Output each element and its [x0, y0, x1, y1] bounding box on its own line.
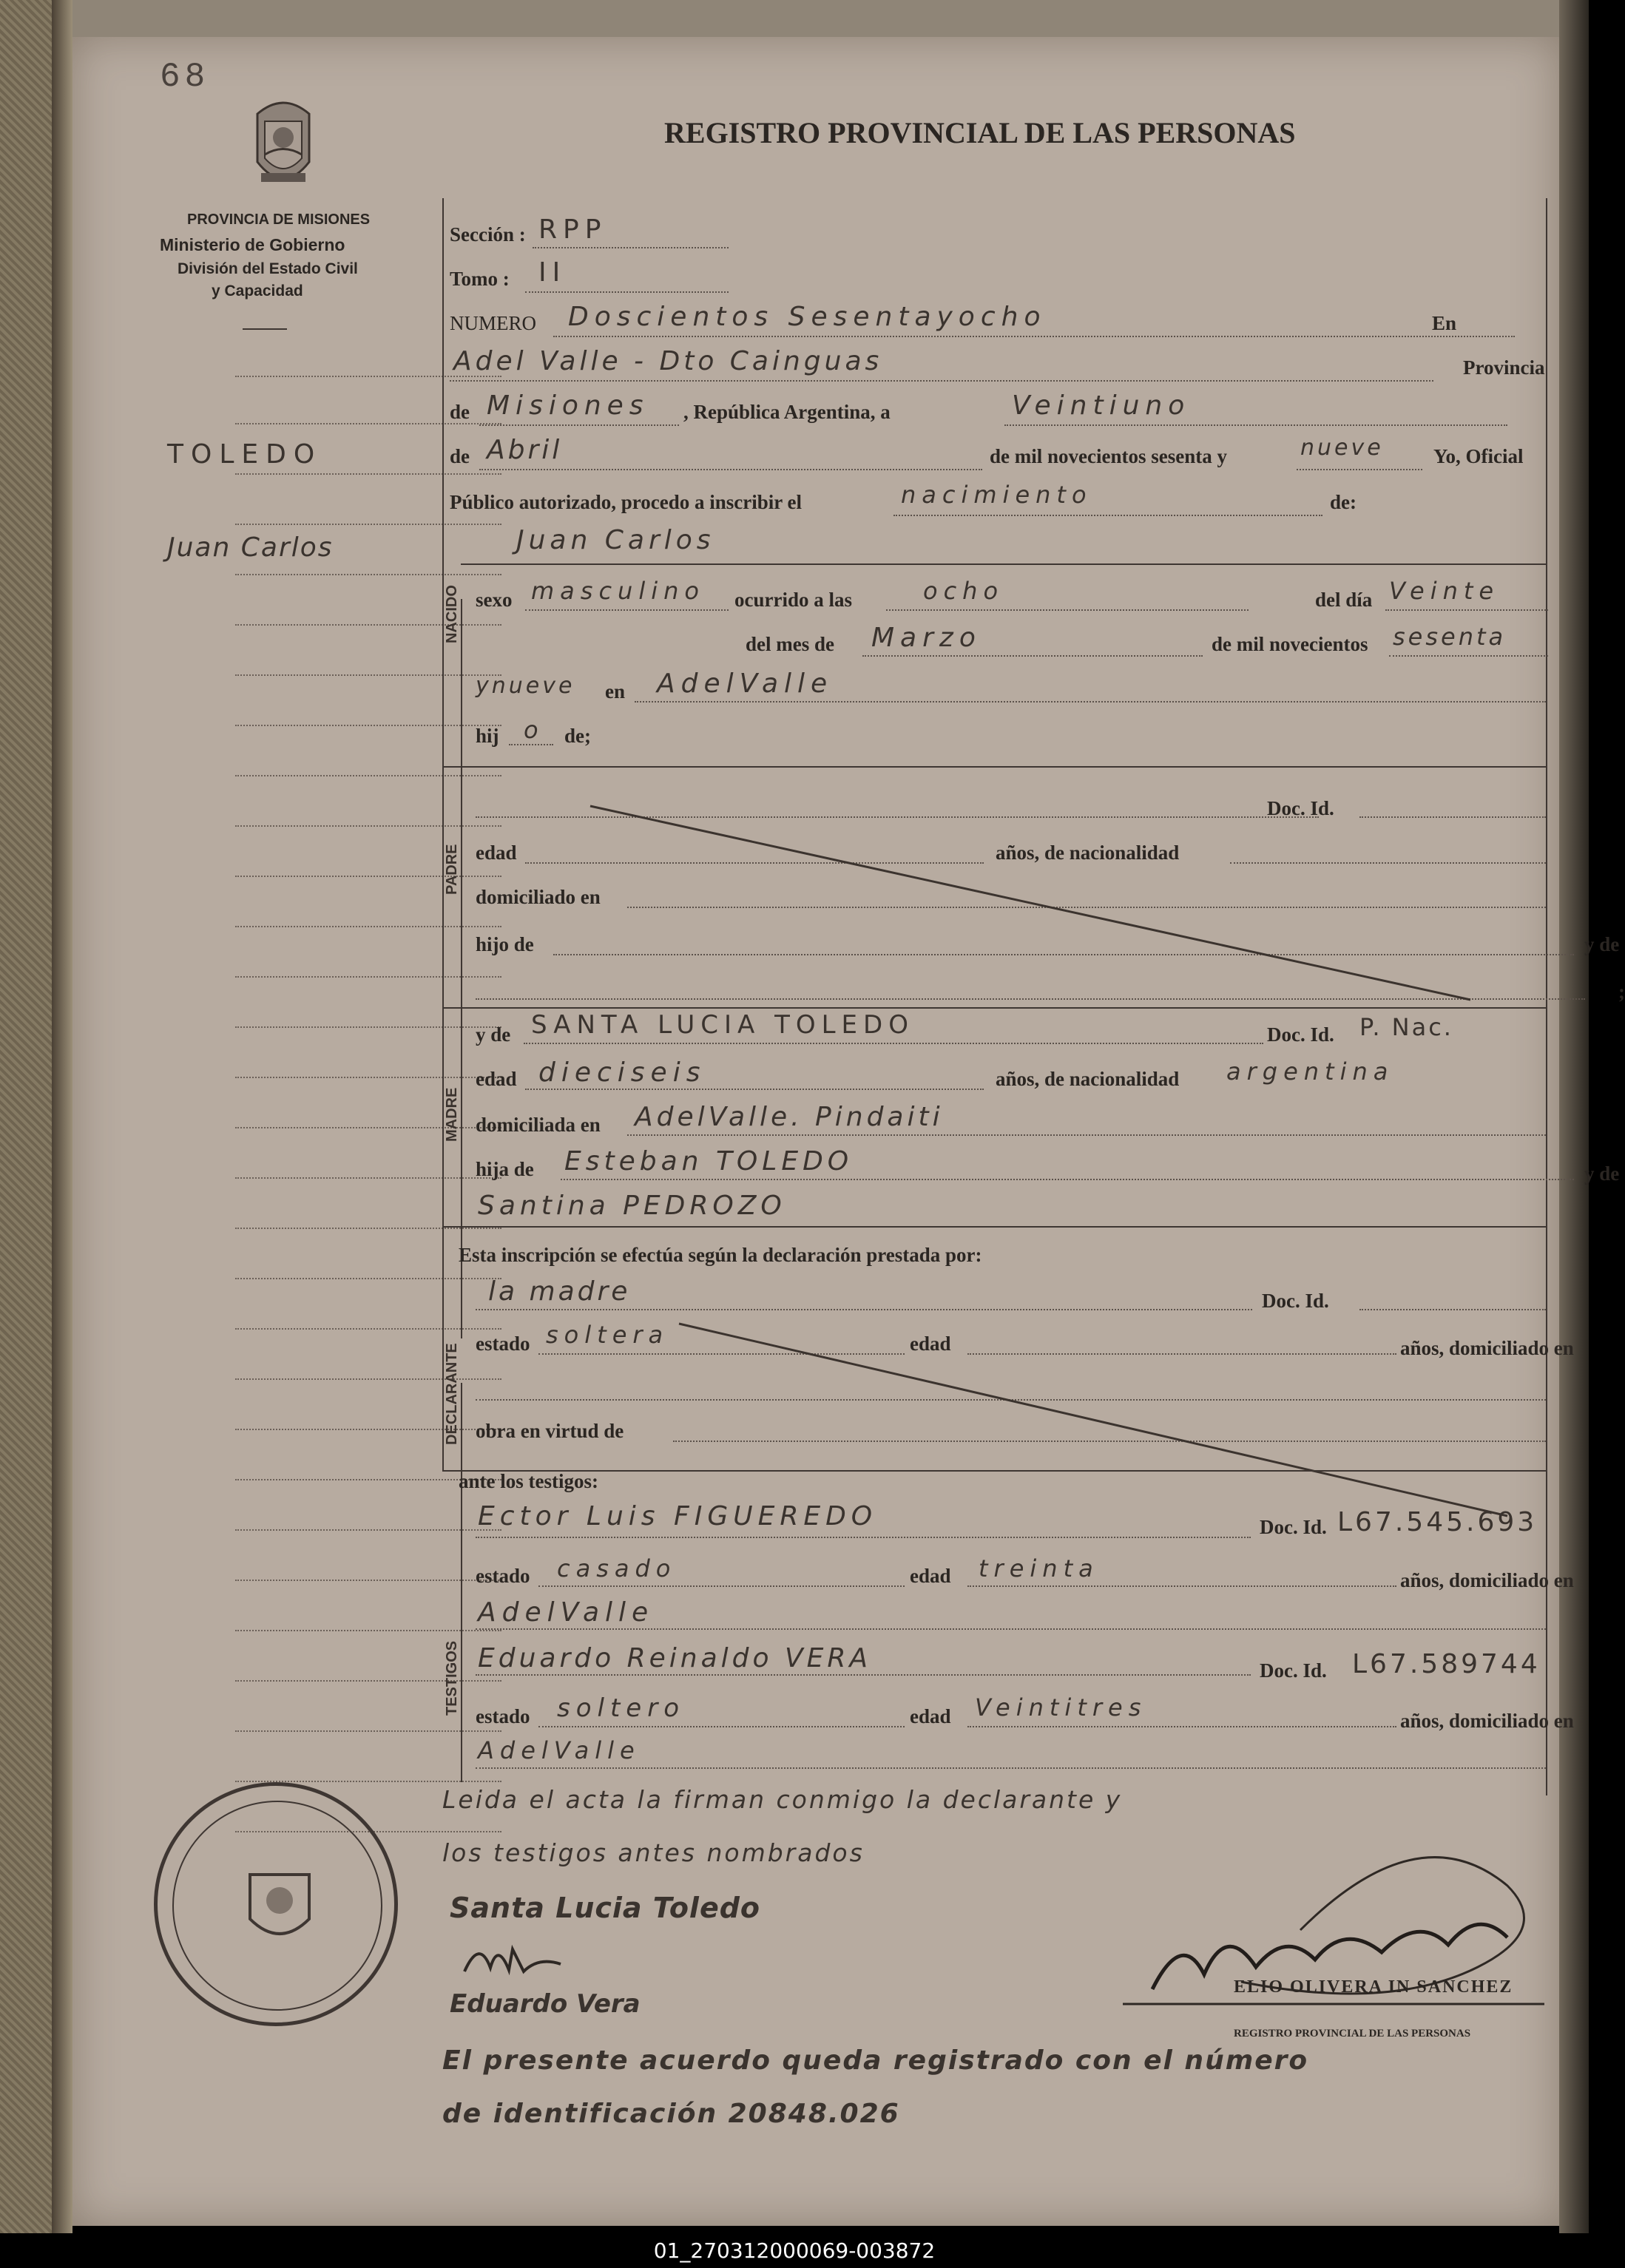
- side-label-declarante: DECLARANTE: [444, 1343, 460, 1445]
- padre-strike-line: [590, 806, 1478, 1006]
- testigo1-anos-label: años, domiciliado en: [1400, 1569, 1574, 1591]
- padre-semicolon: ;: [1618, 981, 1625, 1003]
- madre-dom-value: AdelValle. Pindaiti: [635, 1102, 944, 1132]
- declarante-anos-label: años, domiciliado en: [1400, 1337, 1574, 1359]
- signature-declarante: Santa Lucia Toledo: [450, 1892, 761, 1924]
- padre-dom-label: domiciliado en: [476, 886, 601, 908]
- de-label-2: de: [450, 445, 470, 467]
- acto-value: nacimiento: [901, 481, 1092, 509]
- padre-edad-label: edad: [476, 842, 517, 864]
- fecha-dia-value: Veintiuno: [1012, 390, 1191, 421]
- testigo2-value: Eduardo Reinaldo VERA: [478, 1643, 871, 1673]
- signature-testigo-2: Eduardo Vera: [450, 1989, 641, 2019]
- testigo2-dom-value: AdelValle: [478, 1736, 641, 1764]
- anio-value: nueve: [1300, 435, 1384, 461]
- en-label: En: [1432, 312, 1457, 334]
- ocurrido-label: ocurrido a las: [734, 589, 852, 611]
- del-mes-label: del mes de: [746, 633, 834, 655]
- provincia-label: Provincia: [1463, 356, 1545, 379]
- madre-dom-label: domiciliada en: [476, 1114, 601, 1136]
- ministry-label: Ministerio de Gobierno: [160, 235, 345, 254]
- sexo-label: sexo: [476, 589, 513, 611]
- anio-nac-1-value: sesenta: [1393, 623, 1507, 651]
- tomo-label: Tomo :: [450, 268, 510, 290]
- testigo2-estado-value: soltero: [557, 1693, 685, 1723]
- padre-hijo-label: hijo de: [476, 933, 534, 955]
- testigo2-edad-label: edad: [910, 1705, 951, 1727]
- madre-nombre-value: SANTA LUCIA TOLEDO: [531, 1010, 914, 1040]
- numero-value: Doscientos Sesentayocho: [568, 302, 1047, 332]
- madre-anos-label: años, de nacionalidad: [996, 1068, 1180, 1090]
- declarante-doc-label: Doc. Id.: [1262, 1290, 1329, 1312]
- registry-seal: [154, 1782, 398, 2026]
- page-top-edge: [72, 0, 1559, 38]
- page-number: 68: [160, 58, 210, 96]
- madre-nac-value: argentina: [1226, 1057, 1394, 1086]
- seccion-label: Sección :: [450, 223, 526, 246]
- side-label-testigos: TESTIGOS: [444, 1640, 460, 1716]
- testigo1-estado-value: casado: [557, 1554, 677, 1582]
- madre-doc-label: Doc. Id.: [1267, 1023, 1334, 1046]
- testigo1-doc-value: L67.545.693: [1337, 1507, 1538, 1537]
- lugar-nac-value: AdelValle: [657, 668, 834, 699]
- padre-y-de-label: y de: [1584, 933, 1620, 955]
- declarante-estado-value: soltera: [546, 1321, 669, 1349]
- lugar-value: Adel Valle - Dto Cainguas: [453, 346, 883, 376]
- book-gutter: [52, 0, 72, 2233]
- official-name: ELIO OLIVERA IN SANCHEZ: [1234, 1977, 1513, 1997]
- book-binding: [0, 0, 52, 2233]
- declarante-value: la madre: [488, 1276, 631, 1307]
- testigo2-doc-label: Doc. Id.: [1260, 1659, 1327, 1682]
- madre-doc-value: P. Nac.: [1359, 1013, 1453, 1041]
- en-lower-label: en: [605, 680, 625, 703]
- provincia-value: Misiones: [487, 390, 649, 421]
- declarante-edad-label: edad: [910, 1333, 951, 1355]
- testigo2-edad-value: Veintitres: [975, 1693, 1147, 1722]
- testigo2-doc-value: L67.589744: [1352, 1649, 1541, 1679]
- declarante-estado-label: estado: [476, 1333, 530, 1355]
- padre-doc-label: Doc. Id.: [1267, 797, 1334, 819]
- testigo2-anos-label: años, domiciliado en: [1400, 1710, 1574, 1732]
- division-label-1: División del Estado Civil: [178, 260, 358, 277]
- coat-of-arms-icon: [243, 92, 324, 195]
- de-colon-label: de:: [1330, 491, 1357, 513]
- seal-emblem-icon: [235, 1860, 324, 1949]
- testigo1-edad-label: edad: [910, 1565, 951, 1587]
- numero-label: NUMERO: [450, 312, 537, 334]
- testigo1-edad-value: treinta: [979, 1554, 1099, 1582]
- madre-y-de-label: y de: [476, 1023, 511, 1046]
- hij-suffix-value: o: [524, 716, 544, 744]
- publico-label: Público autorizado, procedo a inscribir el: [450, 491, 802, 513]
- note-line-1: El presente acuerdo queda registrado con el número: [442, 2045, 1309, 2076]
- declarante-strike-line: [679, 1324, 1530, 1523]
- republica-label: , República Argentina, a: [683, 401, 891, 423]
- province-label: PROVINCIA DE MISIONES: [187, 211, 371, 228]
- madre-hija-label: hija de: [476, 1158, 534, 1180]
- dia-value: Veinte: [1389, 577, 1500, 605]
- esta-inscripcion-label: Esta inscripción se efectúa según la declaración prestada por:: [459, 1244, 982, 1266]
- obra-label: obra en virtud de: [476, 1420, 624, 1442]
- testigo2-estado-label: estado: [476, 1705, 530, 1727]
- yo-oficial-label: Yo, Oficial: [1433, 445, 1524, 467]
- madre-edad-label: edad: [476, 1068, 517, 1090]
- madre-madre-value: Santina PEDROZO: [478, 1191, 786, 1221]
- padre-anos-label: años, de nacionalidad: [996, 842, 1180, 864]
- page-right-edge: [1559, 0, 1589, 2233]
- side-label-padre: PADRE: [444, 844, 460, 895]
- official-title: REGISTRO PROVINCIAL DE LAS PERSONAS: [1234, 2028, 1471, 2039]
- note-line-2: de identificación 20848.026: [442, 2099, 900, 2129]
- de-semicolon-label: de;: [564, 725, 591, 747]
- testigo1-estado-label: estado: [476, 1565, 530, 1587]
- madre-padre-value: Esteban TOLEDO: [564, 1146, 854, 1177]
- madre-edad-value: dieciseis: [538, 1057, 706, 1088]
- ante-testigos-label: ante los testigos:: [459, 1470, 598, 1492]
- testigo1-value: Ector Luis FIGUEREDO: [478, 1501, 878, 1531]
- footer-caption: 01_270312000069-003872: [0, 2233, 1589, 2268]
- register-page: [72, 37, 1625, 2226]
- signature-testigo-1: [457, 1934, 575, 1986]
- nombre-value: Juan Carlos: [516, 525, 715, 555]
- division-label-2: y Capacidad: [212, 282, 303, 299]
- sexo-value: masculino: [531, 577, 705, 605]
- madre-y-de-2-label: y de: [1584, 1162, 1620, 1185]
- side-label-madre: MADRE: [444, 1087, 460, 1142]
- page-title: REGISTRO PROVINCIAL DE LAS PERSONAS: [664, 116, 1296, 149]
- de-mil-sesenta-label: de mil novecientos sesenta y: [990, 445, 1227, 467]
- del-dia-label: del día: [1315, 589, 1373, 611]
- mes-value: Marzo: [871, 623, 982, 653]
- closing-line-2: los testigos antes nombrados: [442, 1838, 865, 1867]
- closing-line-1: Leida el acta la firman conmigo la declarante y: [442, 1785, 1123, 1814]
- stub-surname: TOLEDO: [167, 439, 322, 470]
- fecha-mes-value: Abril: [487, 435, 563, 465]
- stub-names: Juan Carlos: [167, 532, 334, 563]
- de-mil-nov-label: de mil novecientos: [1212, 633, 1368, 655]
- anio-nac-2-value: ynueve: [476, 673, 575, 699]
- hij-label: hij: [476, 725, 499, 747]
- hora-value: ocho: [923, 577, 1004, 605]
- seccion-value: RPP: [538, 214, 607, 245]
- tomo-value: II: [538, 257, 567, 288]
- testigo1-dom-value: AdelValle: [478, 1597, 655, 1628]
- testigo1-doc-label: Doc. Id.: [1260, 1516, 1327, 1538]
- de-label-1: de: [450, 401, 470, 423]
- side-label-nacido: NACIDO: [444, 585, 460, 643]
